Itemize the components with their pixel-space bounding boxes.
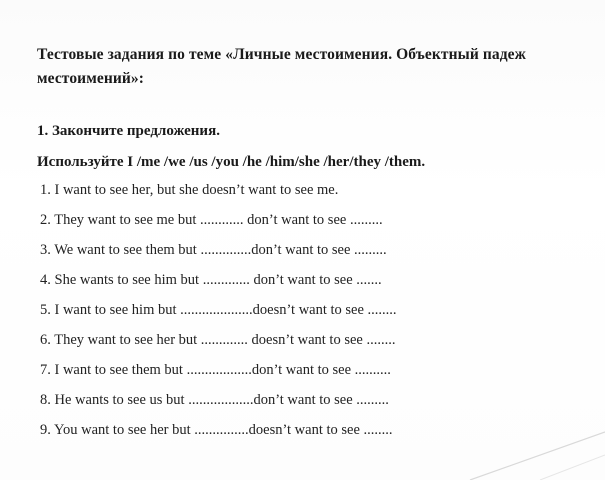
sentence-item: 1. I want to see her, but she doesn’t want to see me. bbox=[40, 182, 339, 198]
sentence-item: 2. They want to see me but ............ don’t want to see ......... bbox=[40, 212, 383, 228]
instruction-text: Используйте I /me /we /us /you /he /him/she /her/they /them. bbox=[37, 154, 426, 170]
title-line-2: местоимений»: bbox=[37, 70, 145, 87]
sentence-item: 4. She wants to see him but ............. don’t want to see ....... bbox=[40, 272, 382, 288]
sentence-item: 7. I want to see them but ..................don’t want to see .......... bbox=[40, 362, 391, 378]
sentence-item: 5. I want to see him but ....................doesn’t want to see ........ bbox=[40, 302, 397, 318]
sentence-item: 6. They want to see her but ............. doesn’t want to see ........ bbox=[40, 332, 396, 348]
sentence-list bbox=[40, 180, 397, 450]
document-title bbox=[37, 43, 605, 91]
sentence-item: 8. He wants to see us but ..................don’t want to see ......... bbox=[40, 392, 389, 408]
title-line-1: Тестовые задания по теме «Личные местоимения. Объектный падеж bbox=[37, 46, 526, 63]
task-heading: 1. Закончите предложения. bbox=[37, 123, 220, 139]
sentence-item: 3. We want to see them but ..............don’t want to see ......... bbox=[40, 242, 387, 258]
sentence-item: 9. You want to see her but ...............doesn’t want to see ........ bbox=[40, 422, 393, 438]
